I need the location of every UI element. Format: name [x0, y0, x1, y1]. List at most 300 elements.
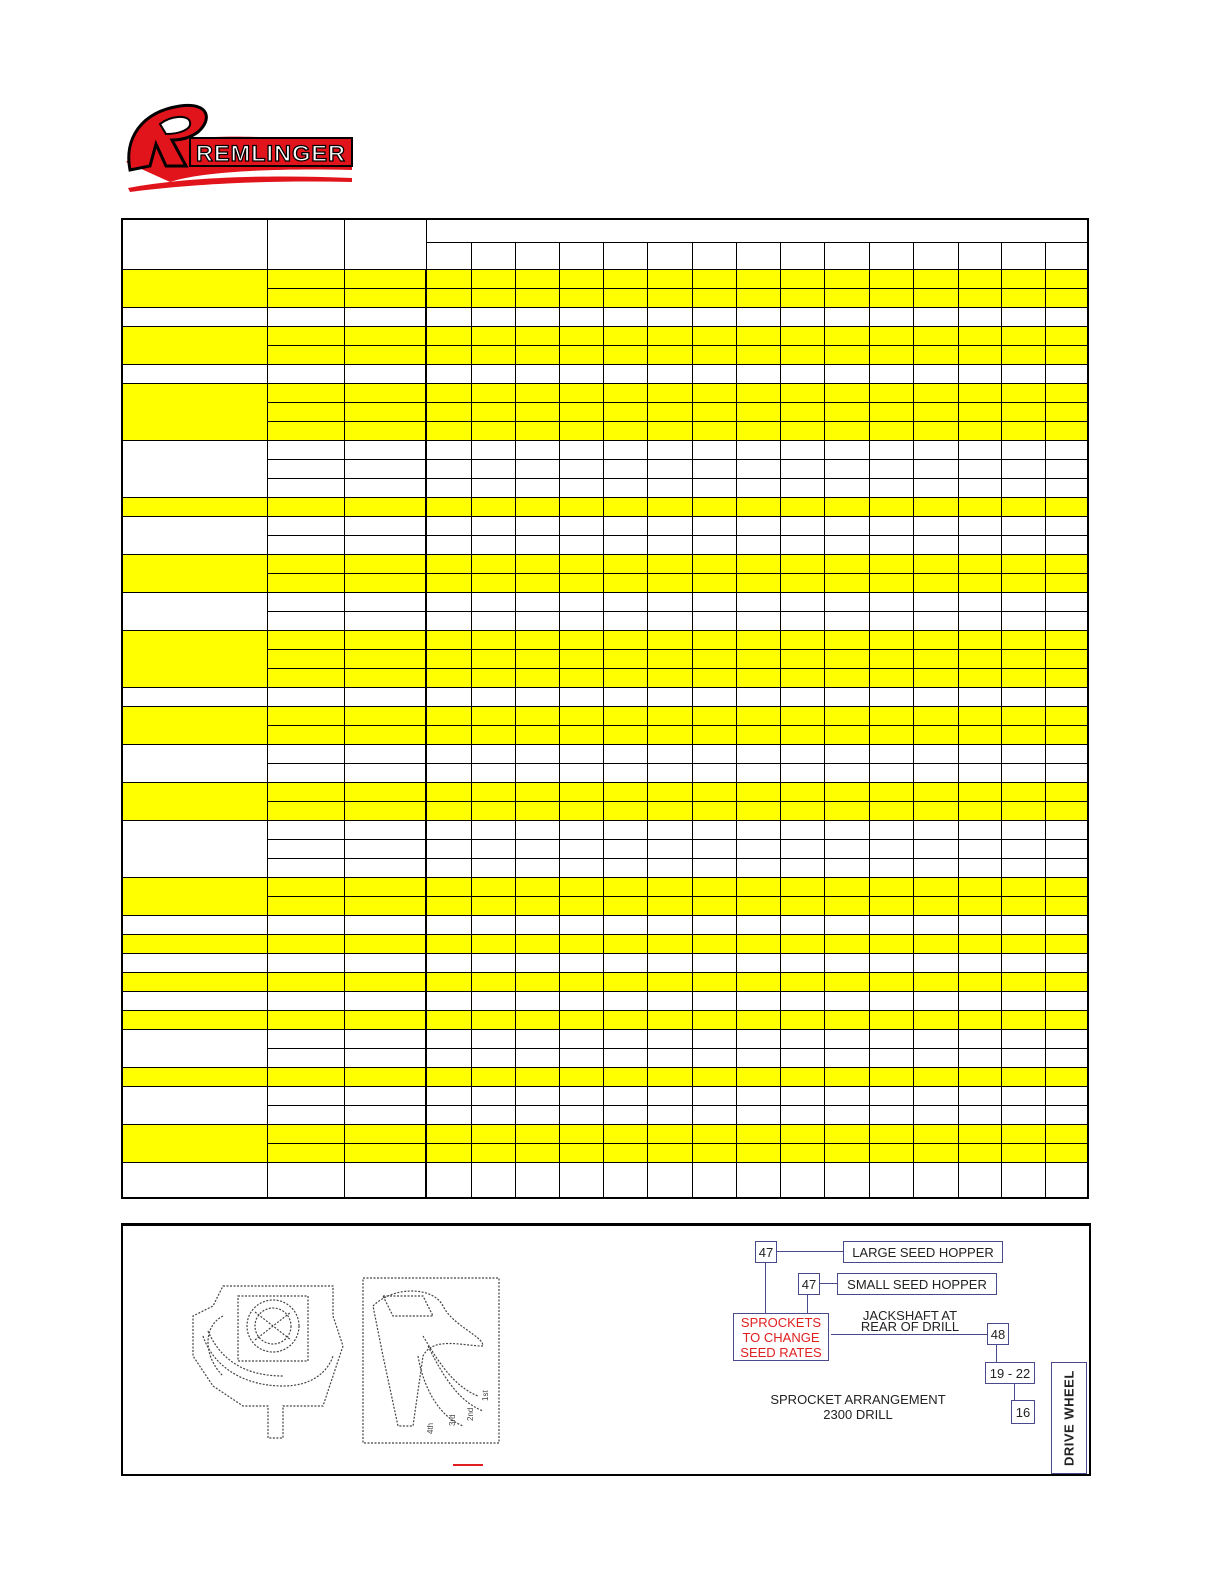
table-row [122, 897, 1088, 916]
rate-cell [471, 1030, 515, 1049]
rate-cell [1046, 726, 1088, 745]
rate-cell [515, 688, 560, 707]
rate-cell [426, 593, 471, 612]
rate-cell [1046, 327, 1088, 346]
rate-cell [426, 308, 471, 327]
rate-cell [693, 403, 737, 422]
rate-cell [693, 916, 737, 935]
rate-cell [560, 1030, 604, 1049]
rate-cell [515, 403, 560, 422]
rate-cell [345, 802, 427, 821]
rate-cell [604, 1087, 648, 1106]
rate-cell [560, 992, 604, 1011]
rate-cell [604, 973, 648, 992]
rate-cell [737, 707, 781, 726]
rate-cell [426, 555, 471, 574]
rate-cell [515, 1087, 560, 1106]
table-row [122, 650, 1088, 669]
rate-cell [560, 954, 604, 973]
header-cell [824, 243, 869, 270]
rate-cell [345, 859, 427, 878]
rate-cell [345, 631, 427, 650]
crop-cell [122, 992, 267, 1011]
rate-cell [1002, 631, 1046, 650]
rate-cell [345, 479, 427, 498]
rate-cell [1046, 555, 1088, 574]
rate-cell [869, 1087, 913, 1106]
rate-cell [1002, 308, 1046, 327]
rate-cell [693, 973, 737, 992]
rate-cell [515, 555, 560, 574]
crop-cell [122, 631, 267, 688]
rate-cell [560, 517, 604, 536]
rate-cell [824, 1144, 869, 1163]
rate-cell [1002, 935, 1046, 954]
svg-text:2nd: 2nd [466, 1407, 475, 1421]
rate-cell [780, 612, 824, 631]
rate-cell [604, 422, 648, 441]
rate-cell [471, 1011, 515, 1030]
rate-cell [648, 1068, 693, 1087]
rate-cell [958, 365, 1002, 384]
table-row [122, 403, 1088, 422]
rate-cell [648, 1125, 693, 1144]
rate-cell [426, 289, 471, 308]
rate-cell [560, 460, 604, 479]
rate-cell [913, 897, 958, 916]
hopper-cross-section-drawing [183, 1276, 503, 1446]
rate-cell [913, 745, 958, 764]
rate-cell [913, 954, 958, 973]
rate-cell [426, 612, 471, 631]
rate-cell [560, 650, 604, 669]
rate-cell [560, 821, 604, 840]
table-row [122, 1125, 1088, 1144]
rate-cell [604, 441, 648, 460]
rate-cell [737, 479, 781, 498]
rate-cell [1046, 840, 1088, 859]
rate-cell [471, 441, 515, 460]
rate-cell [780, 1068, 824, 1087]
rate-cell [648, 1106, 693, 1125]
rate-cell [737, 688, 781, 707]
rate-cell [869, 688, 913, 707]
rate-cell [471, 1144, 515, 1163]
rate-cell [869, 935, 913, 954]
rate-cell [1002, 1125, 1046, 1144]
rate-cell [1002, 802, 1046, 821]
rate-cell [426, 764, 471, 783]
rate-cell [267, 289, 344, 308]
diagram-title: SPROCKET ARRANGEMENT 2300 DRILL [770, 1392, 946, 1422]
rate-cell [471, 745, 515, 764]
rate-cell [958, 498, 1002, 517]
rate-cell [913, 1049, 958, 1068]
rate-cell [515, 270, 560, 289]
rate-cell [648, 384, 693, 403]
rate-cell [515, 574, 560, 593]
rate-cell [267, 308, 344, 327]
rate-cell [824, 764, 869, 783]
rate-cell [560, 536, 604, 555]
rate-cell [648, 289, 693, 308]
rate-cell [604, 403, 648, 422]
rate-cell [426, 1163, 471, 1199]
rate-cell [1046, 821, 1088, 840]
rate-cell [648, 1144, 693, 1163]
rate-cell [913, 859, 958, 878]
rate-cell [560, 498, 604, 517]
rate-cell [824, 1030, 869, 1049]
table-row [122, 859, 1088, 878]
rate-cell [1046, 650, 1088, 669]
rate-cell [737, 289, 781, 308]
rate-cell [267, 688, 344, 707]
table-row [122, 327, 1088, 346]
header-cell [267, 219, 344, 270]
rate-cell [913, 346, 958, 365]
rate-cell [780, 498, 824, 517]
table-row [122, 1106, 1088, 1125]
rate-cell [648, 422, 693, 441]
rate-cell [267, 441, 344, 460]
rate-cell [560, 764, 604, 783]
rate-cell [958, 289, 1002, 308]
rate-cell [1046, 479, 1088, 498]
rate-cell [560, 593, 604, 612]
rate-cell [958, 403, 1002, 422]
rate-cell [958, 555, 1002, 574]
rate-cell [345, 1087, 427, 1106]
rate-cell [345, 726, 427, 745]
rate-cell [471, 1087, 515, 1106]
rate-cell [737, 897, 781, 916]
rate-cell [693, 517, 737, 536]
rate-cell [471, 650, 515, 669]
rate-cell [869, 308, 913, 327]
rate-cell [560, 1163, 604, 1199]
rate-cell [824, 669, 869, 688]
rate-cell [648, 783, 693, 802]
rate-cell [869, 973, 913, 992]
rate-cell [426, 954, 471, 973]
crop-cell [122, 441, 267, 498]
rate-cell [913, 726, 958, 745]
rate-cell [1046, 669, 1088, 688]
rate-cell [1002, 1068, 1046, 1087]
rate-cell [604, 1030, 648, 1049]
rate-cell [1046, 1125, 1088, 1144]
rate-cell [515, 707, 560, 726]
rate-cell [693, 536, 737, 555]
rate-cell [648, 954, 693, 973]
rate-cell [345, 745, 427, 764]
rate-cell [604, 688, 648, 707]
table-row [122, 1087, 1088, 1106]
rate-cell [869, 574, 913, 593]
rate-cell [824, 1163, 869, 1199]
rate-cell [345, 346, 427, 365]
table-row [122, 821, 1088, 840]
rate-cell [780, 1011, 824, 1030]
rate-cell [958, 441, 1002, 460]
rate-cell [824, 802, 869, 821]
rate-cell [958, 688, 1002, 707]
rate-cell [869, 346, 913, 365]
logo-wordmark: REMLINGER [196, 141, 346, 166]
rate-cell [604, 1106, 648, 1125]
rate-cell [515, 517, 560, 536]
rate-cell [693, 308, 737, 327]
rate-cell [913, 1163, 958, 1199]
rate-cell [1002, 1049, 1046, 1068]
rate-cell [1002, 498, 1046, 517]
rate-cell [737, 365, 781, 384]
rate-cell [604, 764, 648, 783]
rate-cell [648, 327, 693, 346]
rate-cell [1046, 612, 1088, 631]
rate-cell [913, 289, 958, 308]
rate-cell [267, 1087, 344, 1106]
rate-cell [1002, 764, 1046, 783]
rate-cell [737, 669, 781, 688]
rate-cell [345, 1068, 427, 1087]
rate-cell [824, 346, 869, 365]
rate-cell [345, 498, 427, 517]
rate-cell [471, 669, 515, 688]
table-row [122, 308, 1088, 327]
rate-cell [515, 1049, 560, 1068]
rate-cell [648, 270, 693, 289]
rate-cell [604, 460, 648, 479]
rate-cell [913, 536, 958, 555]
rate-cell [426, 669, 471, 688]
rate-cell [515, 1106, 560, 1125]
rate-cell [560, 688, 604, 707]
rate-cell [869, 612, 913, 631]
rate-cell [267, 650, 344, 669]
rate-cell [737, 1163, 781, 1199]
rate-cell [958, 935, 1002, 954]
rate-cell [913, 593, 958, 612]
rate-cell [780, 764, 824, 783]
rate-cell [648, 365, 693, 384]
rate-cell [869, 1125, 913, 1144]
rate-cell [958, 574, 1002, 593]
rate-cell [471, 916, 515, 935]
rate-cell [737, 916, 781, 935]
rate-cell [693, 460, 737, 479]
rate-cell [426, 916, 471, 935]
rate-cell [604, 574, 648, 593]
rate-cell [648, 346, 693, 365]
rate-cell [267, 726, 344, 745]
crop-cell [122, 688, 267, 707]
rate-cell [515, 726, 560, 745]
rate-cell [648, 1011, 693, 1030]
rate-cell [1046, 574, 1088, 593]
rate-cell [1002, 783, 1046, 802]
rate-cell [869, 327, 913, 346]
rate-cell [267, 384, 344, 403]
rate-cell [737, 1049, 781, 1068]
rate-cell [693, 1049, 737, 1068]
table-row [122, 422, 1088, 441]
rate-cell [958, 840, 1002, 859]
rate-cell [648, 593, 693, 612]
rate-cell [560, 1049, 604, 1068]
rate-cell [824, 555, 869, 574]
rate-cell [824, 270, 869, 289]
rate-cell [604, 384, 648, 403]
rate-cell [426, 536, 471, 555]
rate-cell [471, 365, 515, 384]
rate-cell [693, 327, 737, 346]
rate-cell [824, 1068, 869, 1087]
rate-cell [824, 593, 869, 612]
rate-cell [824, 365, 869, 384]
rate-cell [693, 1030, 737, 1049]
rate-cell [471, 536, 515, 555]
rate-cell [604, 498, 648, 517]
rate-cell [648, 403, 693, 422]
rate-cell [824, 973, 869, 992]
rate-cell [824, 821, 869, 840]
rate-cell [780, 1144, 824, 1163]
rate-cell [267, 802, 344, 821]
rate-cell [780, 536, 824, 555]
rate-cell [426, 650, 471, 669]
rate-cell [267, 498, 344, 517]
rate-cell [869, 802, 913, 821]
rate-cell [471, 1068, 515, 1087]
rate-cell [471, 555, 515, 574]
rate-cell [604, 631, 648, 650]
rate-cell [471, 878, 515, 897]
rate-cell [267, 992, 344, 1011]
rate-cell [780, 365, 824, 384]
rate-cell [426, 1087, 471, 1106]
rate-cell [1046, 1049, 1088, 1068]
rate-cell [913, 1068, 958, 1087]
table-row [122, 764, 1088, 783]
rate-cell [1002, 441, 1046, 460]
rate-cell [345, 821, 427, 840]
rate-cell [780, 916, 824, 935]
rate-cell [737, 441, 781, 460]
rate-cell [1002, 479, 1046, 498]
rate-cell [913, 1125, 958, 1144]
rate-cell [1002, 688, 1046, 707]
rate-cell [267, 916, 344, 935]
rate-cell [737, 384, 781, 403]
rate-cell [426, 403, 471, 422]
rate-cell [515, 973, 560, 992]
table-row [122, 935, 1088, 954]
rate-cell [560, 669, 604, 688]
rate-cell [515, 612, 560, 631]
rate-cell [780, 783, 824, 802]
rate-cell [693, 745, 737, 764]
rate-cell [267, 517, 344, 536]
rate-cell [648, 821, 693, 840]
rate-cell [345, 422, 427, 441]
rate-cell [693, 441, 737, 460]
rate-cell [648, 840, 693, 859]
header-cell [426, 219, 1088, 243]
rate-cell [1046, 498, 1088, 517]
table-row [122, 992, 1088, 1011]
rate-cell [471, 954, 515, 973]
rate-cell [345, 878, 427, 897]
rate-cell [693, 935, 737, 954]
rate-cell [1002, 1011, 1046, 1030]
rate-cell [824, 1087, 869, 1106]
rate-cell [693, 954, 737, 973]
rate-cell [267, 460, 344, 479]
rate-cell [824, 650, 869, 669]
table-row [122, 631, 1088, 650]
rate-cell [604, 878, 648, 897]
rate-cell [958, 973, 1002, 992]
rate-cell [958, 764, 1002, 783]
rate-cell [604, 593, 648, 612]
rate-cell [824, 441, 869, 460]
crop-cell [122, 1068, 267, 1087]
rate-cell [737, 935, 781, 954]
rate-cell [345, 840, 427, 859]
crop-cell [122, 973, 267, 992]
rate-cell [560, 403, 604, 422]
rate-cell [824, 840, 869, 859]
rate-cell [560, 612, 604, 631]
rate-cell [345, 916, 427, 935]
rate-cell [780, 270, 824, 289]
rate-cell [560, 327, 604, 346]
rate-cell [604, 897, 648, 916]
rate-cell [471, 1049, 515, 1068]
rate-cell [780, 745, 824, 764]
rate-cell [604, 1163, 648, 1199]
rate-cell [780, 308, 824, 327]
rate-cell [1002, 1144, 1046, 1163]
rate-cell [737, 802, 781, 821]
rate-cell [345, 1049, 427, 1068]
crop-cell [122, 270, 267, 308]
rate-cell [267, 764, 344, 783]
rate-cell [780, 935, 824, 954]
rate-cell [737, 422, 781, 441]
rate-cell [869, 650, 913, 669]
rate-cell [737, 973, 781, 992]
rate-cell [693, 764, 737, 783]
rate-cell [958, 1163, 1002, 1199]
rate-cell [913, 498, 958, 517]
rate-cell [913, 1011, 958, 1030]
rate-cell [913, 1144, 958, 1163]
rate-cell [693, 688, 737, 707]
crop-cell [122, 745, 267, 783]
rate-cell [560, 479, 604, 498]
rate-cell [913, 688, 958, 707]
rate-cell [1046, 1030, 1088, 1049]
rate-cell [737, 1144, 781, 1163]
rate-cell [515, 954, 560, 973]
rate-cell [471, 308, 515, 327]
rate-cell [471, 707, 515, 726]
rate-cell [1046, 1106, 1088, 1125]
rate-cell [648, 498, 693, 517]
